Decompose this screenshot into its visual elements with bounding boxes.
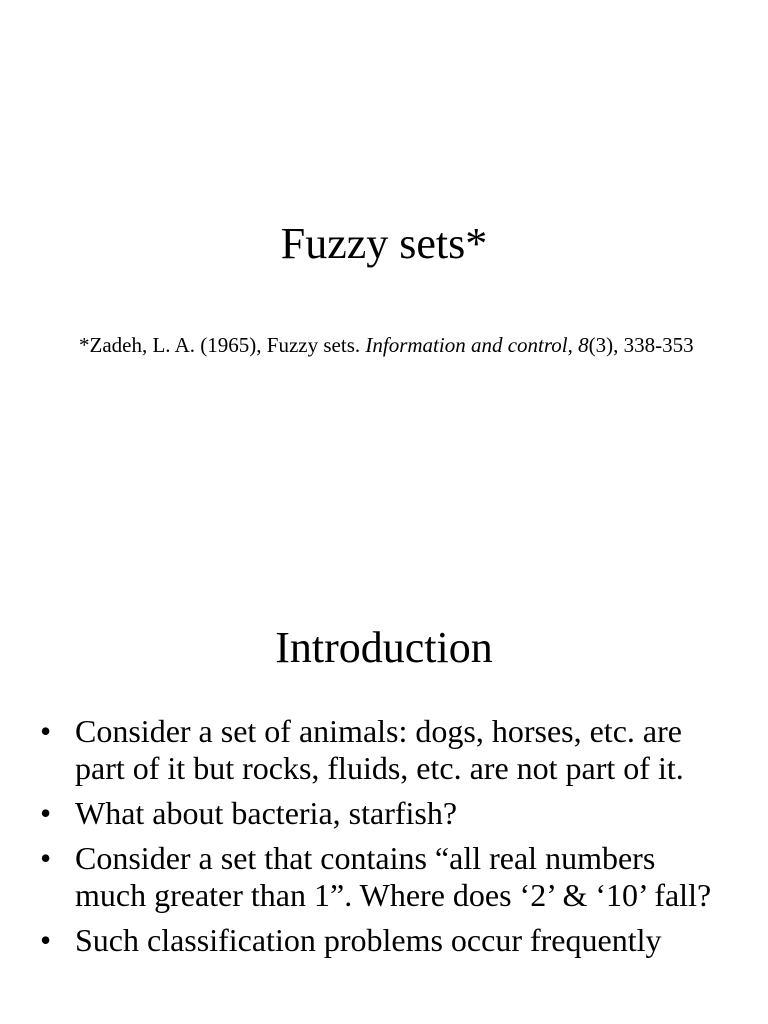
citation-volume: 8 xyxy=(578,333,589,357)
bullet-item xyxy=(40,922,720,959)
citation-journal: Information and control xyxy=(365,333,568,357)
citation-separator: , xyxy=(567,333,579,357)
bullet-icon: • xyxy=(40,713,52,749)
citation-authors: *Zadeh, L. A. (1965), Fuzzy sets. xyxy=(79,333,366,357)
bullet-item xyxy=(40,795,720,832)
bullet-icon: • xyxy=(40,922,52,958)
bullet-icon: • xyxy=(40,795,52,831)
bullet-item xyxy=(40,840,720,914)
bullet-icon: • xyxy=(40,840,52,876)
bullet-text: Such classification problems occur frequently xyxy=(75,922,662,958)
bullet-text: What about bacteria, starfish? xyxy=(75,795,458,831)
bullet-text: Consider a set that contains “all real numbers much greater than 1”. Where does ‘2’ & ‘10’ fall? xyxy=(75,840,712,913)
bullet-text: Consider a set of animals: dogs, horses, etc. are part of it but rocks, fluids, etc. are not part of it. xyxy=(75,713,684,786)
citation xyxy=(79,332,759,358)
page-title: Fuzzy sets* xyxy=(280,219,488,268)
bullet-item xyxy=(40,713,720,787)
section-title: Introduction xyxy=(275,623,493,672)
bullet-list xyxy=(40,713,720,967)
citation-pages: (3), 338-353 xyxy=(588,333,694,357)
